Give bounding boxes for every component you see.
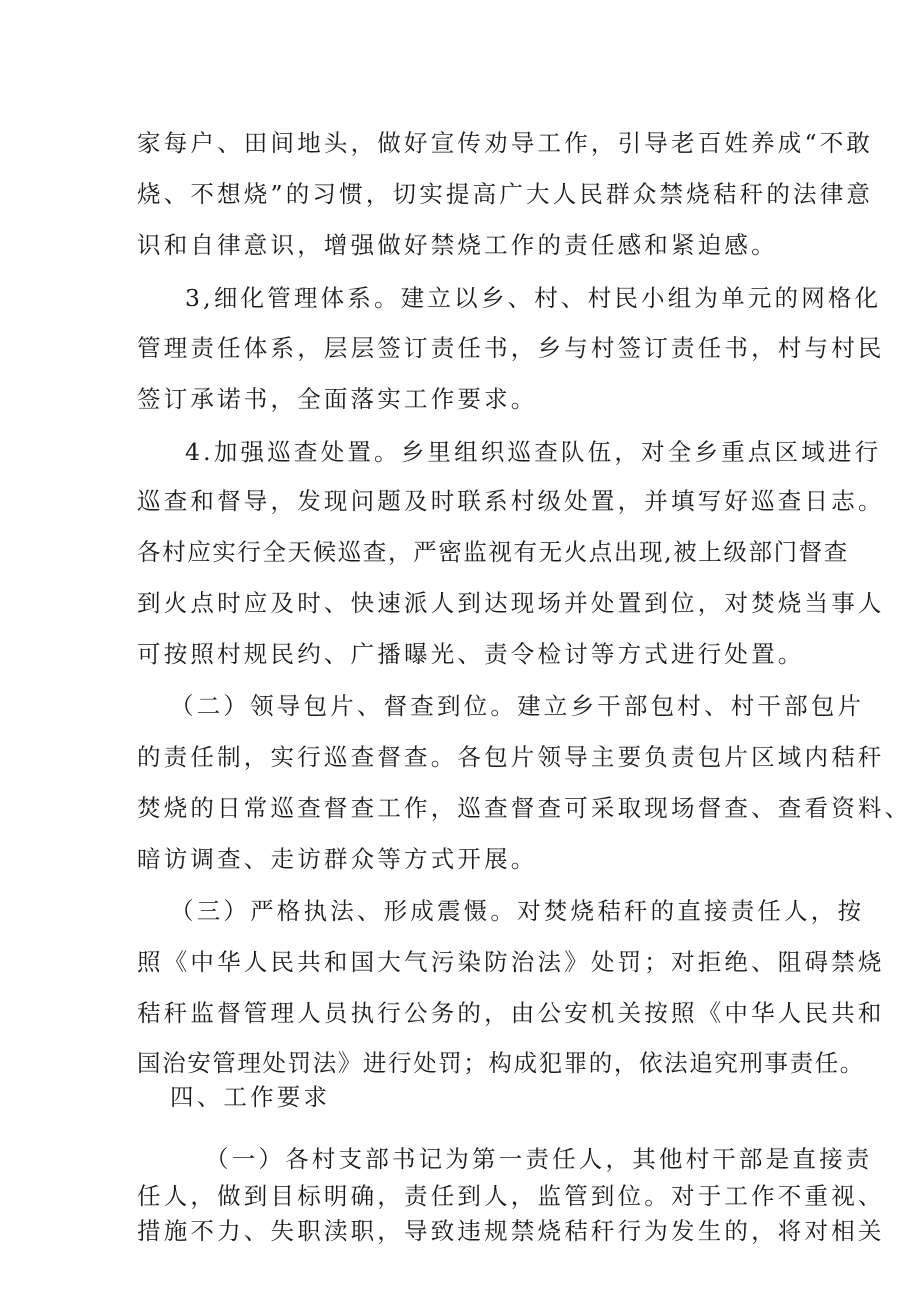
text-line: 巡查和督导，发现问题及时联系村级处置，并填写好巡查日志。 [137, 487, 885, 515]
text-line: 国治安管理处罚法》进行处罚；构成犯罪的，依法追究刑事责任。 [137, 1049, 865, 1077]
section-heading: 四、工作要求 [170, 1083, 331, 1111]
text-line: 措施不力、失职渎职，导致违规禁烧秸秆行为发生的，将对相关 [137, 1217, 885, 1245]
text-line: 4.加强巡查处置。乡里组织巡查队伍，对全乡重点区域进行 [185, 438, 882, 466]
text-line: （二）领导包片、督查到位。建立乡干部包村、村干部包片 [170, 692, 865, 720]
text-line: 烧、不想烧”的习惯，切实提高广大人民群众禁烧秸秆的法律意 [137, 180, 874, 208]
text-line: 秸秆监督管理人员执行公务的，由公安机关按照《中华人民共和 [137, 999, 885, 1027]
text-line: 3,细化管理体系。建立以乡、村、村民小组为单元的网格化 [185, 284, 882, 312]
text-line: 识和自律意识，增强做好禁烧工作的责任感和紧迫感。 [137, 231, 778, 259]
text-line: 管理责任体系，层层签订责任书，乡与村签订责任书，村与村民 [137, 334, 885, 362]
text-line: 家每户、田间地头，做好宣传劝导工作，引导老百姓养成“不敢 [137, 129, 874, 157]
text-line: 签订承诺书，全面落实工作要求。 [137, 385, 538, 413]
text-line: 各村应实行全天候巡查，严密监视有无火点出现,被上级部门督查 [137, 538, 849, 566]
text-line: 任人，做到目标明确，责任到人，监管到位。对于工作不重视、 [137, 1182, 885, 1210]
text-line: 照《中华人民共和国大气污染防治法》处罚；对拒绝、阻碍禁烧 [137, 948, 885, 976]
text-line: 的责任制，实行巡查督查。各包片领导主要负责包片区域内秸秆 [137, 743, 885, 771]
text-line: 暗访调查、走访群众等方式开展。 [137, 845, 538, 873]
text-line: 焚烧的日常巡查督查工作，巡查督查可采取现场督查、查看资料、 [137, 794, 912, 822]
text-line: 到火点时应及时、快速派人到达现场并处置到位，对焚烧当事人 [137, 589, 885, 617]
text-line: 可按照村规民约、广播曝光、责令检讨等方式进行处置。 [137, 640, 805, 668]
text-line: （三）严格执法、形成震慑。对焚烧秸秆的直接责任人，按 [170, 897, 865, 925]
text-line: （一）各村支部书记为第一责任人，其他村干部是直接责 [205, 1145, 873, 1173]
